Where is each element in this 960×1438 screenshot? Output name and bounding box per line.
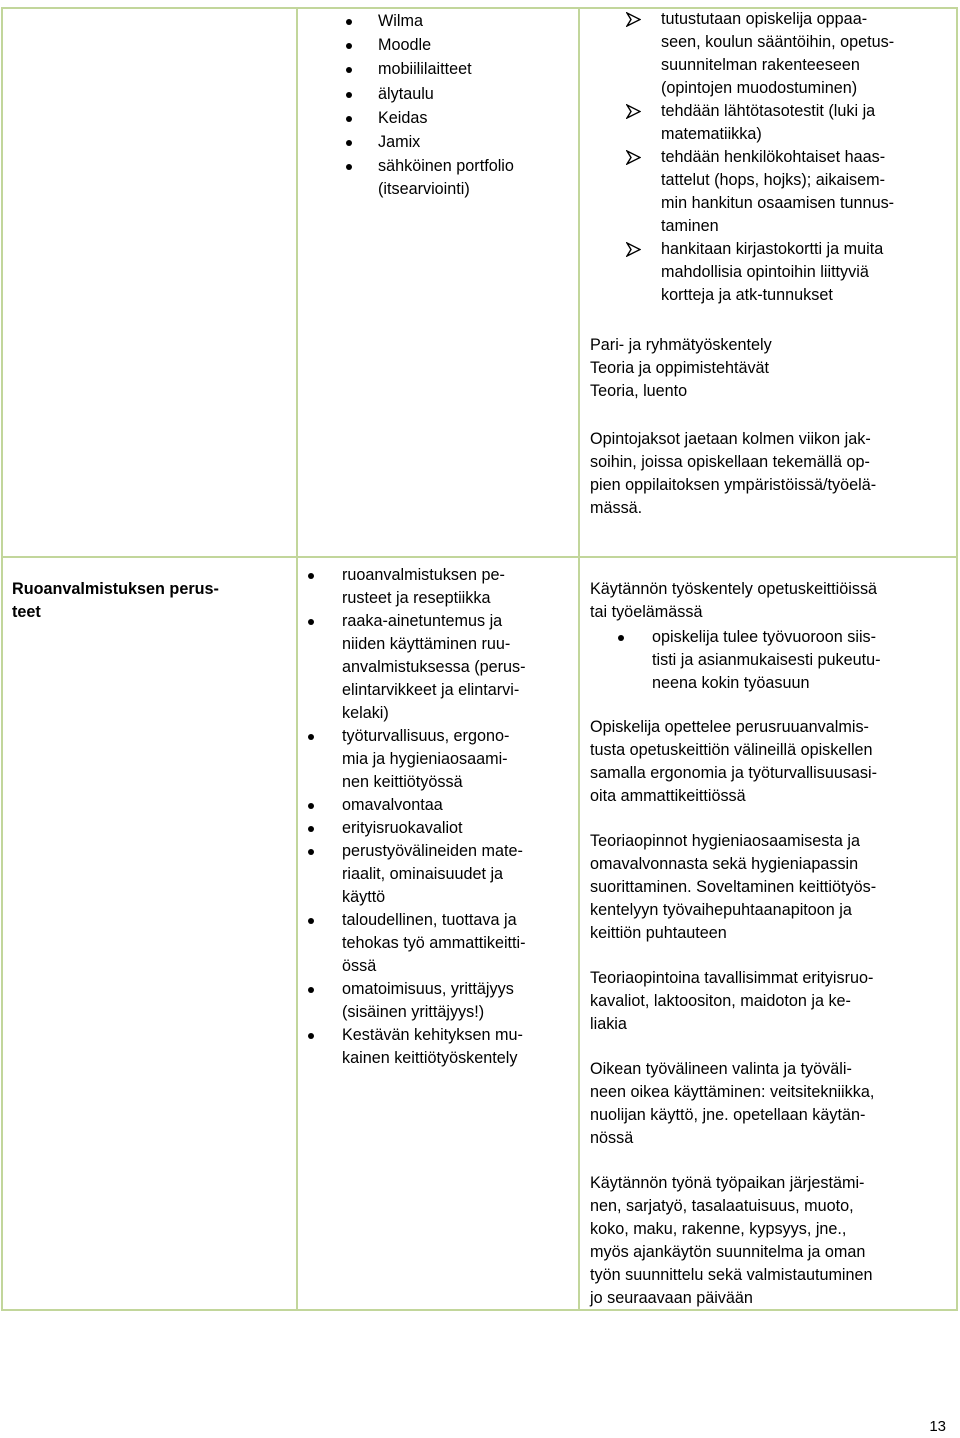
paragraph-line: Teoriaopintoina tavallisimmat erityisruo- bbox=[590, 969, 874, 987]
paragraph-line: samalla ergonomia ja työturvallisuusasi- bbox=[590, 764, 878, 782]
list-item-text: tutustutaan opiskelija oppaa- bbox=[661, 10, 868, 28]
list-item-text: työturvallisuus, ergono- bbox=[342, 727, 510, 745]
orientation-list bbox=[626, 8, 946, 307]
list-item-text: nen keittiötyössä bbox=[342, 773, 463, 791]
bullet-dot-icon bbox=[618, 635, 624, 641]
method-line: Teoria ja oppimistehtävät bbox=[590, 359, 770, 377]
paragraph-line: Oikean työvälineen valinta ja työväli- bbox=[590, 1060, 852, 1078]
list-item-text: ruoanvalmistuksen pe- bbox=[342, 566, 505, 584]
list-item bbox=[342, 610, 572, 725]
list-item-text: sähköinen portfolio bbox=[378, 157, 514, 176]
list-item-text: tehdään lähtötasotestit (luki ja bbox=[661, 102, 876, 120]
bullet-dot-icon bbox=[308, 619, 314, 625]
list-item-text: raaka-ainetuntemus ja bbox=[342, 612, 503, 630]
page-number: 13 bbox=[929, 1418, 946, 1435]
list-item-text: mia ja hygieniaosaami- bbox=[342, 750, 508, 768]
list-item bbox=[626, 100, 946, 146]
paragraph-line: nuolijan käyttö, jne. opetellaan käytän- bbox=[590, 1106, 866, 1124]
paragraph-line: kentelyyn työvaihepuhtaanapitoon ja bbox=[590, 901, 852, 919]
list-item bbox=[342, 725, 572, 794]
practice-paragraphs bbox=[590, 716, 950, 1332]
bullet-dot-icon bbox=[308, 849, 314, 855]
bullet-dot-icon bbox=[308, 1033, 314, 1039]
list-item-text: Keidas bbox=[378, 108, 428, 127]
paragraph-line: liakia bbox=[590, 1015, 627, 1033]
list-item-text: tisti ja asianmukaisesti pukeutu- bbox=[652, 651, 881, 669]
list-item-text: omavalvontaa bbox=[342, 796, 443, 814]
paragraph bbox=[590, 716, 950, 808]
table-border bbox=[296, 7, 298, 1311]
list-item-text: käyttö bbox=[342, 888, 386, 906]
content-list bbox=[342, 564, 572, 1070]
bullet-dot-icon bbox=[346, 43, 352, 49]
bullet-dot-icon bbox=[346, 116, 352, 122]
list-item bbox=[342, 840, 572, 909]
list-item bbox=[342, 909, 572, 978]
paragraph-line: Käytännön työnä työpaikan järjestämi- bbox=[590, 1174, 865, 1192]
list-item bbox=[626, 8, 946, 100]
paragraph-line: kavaliot, laktoositon, maidoton ja ke- bbox=[590, 992, 851, 1010]
list-item-text: kelaki) bbox=[342, 704, 389, 722]
list-item-text: perustyövälineiden mate- bbox=[342, 842, 523, 860]
list-item-text: kortteja ja atk-tunnukset bbox=[661, 286, 833, 304]
table-border bbox=[956, 7, 958, 1311]
paragraph-line: nen, sarjatyö, tasalaatuisuus, muoto, bbox=[590, 1197, 854, 1215]
list-item-text: taminen bbox=[661, 217, 719, 235]
paragraph-line: neen oikea käyttäminen: veitsitekniikka, bbox=[590, 1083, 875, 1101]
list-item-text: opiskelija tulee työvuoroon siis- bbox=[652, 628, 877, 646]
method-line: Pari- ja ryhmätyöskentely bbox=[590, 336, 772, 354]
bullet-dot-icon bbox=[346, 19, 352, 25]
paragraph-line: soihin, joissa opiskellaan tekemällä op- bbox=[590, 453, 870, 471]
list-item-text: Jamix bbox=[378, 132, 421, 151]
list-item-text: (itsearviointi) bbox=[378, 180, 470, 199]
paragraph-line: nössä bbox=[590, 1129, 634, 1147]
section-title bbox=[12, 578, 219, 624]
list-item bbox=[626, 238, 946, 307]
list-item bbox=[338, 107, 568, 130]
list-item-text: seen, koulun sääntöihin, opetus- bbox=[661, 33, 895, 51]
paragraph-line: suorittaminen. Soveltaminen keittiötyös- bbox=[590, 878, 877, 896]
list-item-text: kainen keittiötyöskentely bbox=[342, 1049, 518, 1067]
bullet-dot-icon bbox=[346, 92, 352, 98]
paragraph-line: tai työelämässä bbox=[590, 603, 703, 621]
list-item-text: rusteet ja reseptiikka bbox=[342, 589, 491, 607]
list-item bbox=[338, 83, 568, 106]
bullet-dot-icon bbox=[308, 918, 314, 924]
list-item-text: (sisäinen yrittäjyys!) bbox=[342, 1003, 485, 1021]
paragraph-line: myös ajankäytön suunnitelma ja oman bbox=[590, 1243, 866, 1261]
list-item-text: hankitaan kirjastokortti ja muita bbox=[661, 240, 884, 258]
list-item-text: omatoimisuus, yrittäjyys bbox=[342, 980, 514, 998]
paragraph-line: pien oppilaitoksen ympäristöissä/työelä- bbox=[590, 476, 877, 494]
paragraph-line: Käytännön työskentely opetuskeittiöissä bbox=[590, 580, 878, 598]
list-item bbox=[342, 564, 572, 610]
list-item bbox=[338, 155, 568, 201]
list-item-text: tattelut (hops, hojks); aikaisem- bbox=[661, 171, 886, 189]
list-item bbox=[626, 146, 946, 238]
list-item-text: tehokas työ ammattikeitti- bbox=[342, 934, 526, 952]
list-item bbox=[338, 34, 568, 57]
list-item-text: tehdään henkilökohtaiset haas- bbox=[661, 148, 886, 166]
list-item-text: niiden käyttäminen ruu- bbox=[342, 635, 511, 653]
list-item-text: mahdollisia opintoihin liittyviä bbox=[661, 263, 869, 281]
bullet-dot-icon bbox=[308, 826, 314, 832]
title-line: Ruoanvalmistuksen perus- bbox=[12, 580, 219, 598]
arrowhead-bullet-icon bbox=[626, 104, 641, 119]
table-border bbox=[1, 556, 958, 558]
working-methods bbox=[590, 334, 772, 403]
paragraph-line: Teoriaopinnot hygieniaosaamisesta ja bbox=[590, 832, 860, 850]
bullet-dot-icon bbox=[346, 164, 352, 170]
paragraph bbox=[590, 830, 950, 945]
paragraph-line: Opintojaksot jaetaan kolmen viikon jak- bbox=[590, 430, 871, 448]
title-line: teet bbox=[12, 603, 41, 621]
list-item bbox=[338, 58, 568, 81]
paragraph-line: oita ammattikeittiössä bbox=[590, 787, 746, 805]
arrowhead-bullet-icon bbox=[626, 242, 641, 257]
list-item-text: Kestävän kehityksen mu- bbox=[342, 1026, 523, 1044]
bullet-dot-icon bbox=[308, 573, 314, 579]
list-item-text: matematiikka) bbox=[661, 125, 762, 143]
tools-list bbox=[338, 10, 568, 202]
table-border bbox=[578, 7, 580, 1311]
list-item bbox=[338, 10, 568, 33]
practice-bullet bbox=[652, 626, 952, 695]
method-line: Teoria, luento bbox=[590, 382, 688, 400]
bullet-dot-icon bbox=[308, 734, 314, 740]
list-item-text: (opintojen muodostuminen) bbox=[661, 79, 858, 97]
paragraph-line: jo seuraavaan päivään bbox=[590, 1289, 753, 1307]
table-border bbox=[1, 7, 3, 1311]
paragraph-line: mässä. bbox=[590, 499, 643, 517]
list-item-text: Wilma bbox=[378, 12, 423, 30]
paragraph-line: Opiskelija opettelee perusruuanvalmis- bbox=[590, 718, 869, 736]
list-item-text: elintarvikkeet ja elintarvi- bbox=[342, 681, 520, 699]
list-item-text: min hankitun osaamisen tunnus- bbox=[661, 194, 895, 212]
list-item-text: mobiililaitteet bbox=[378, 60, 472, 79]
list-item bbox=[342, 978, 572, 1024]
paragraph bbox=[590, 1172, 950, 1310]
arrowhead-bullet-icon bbox=[626, 150, 641, 165]
paragraph-line: työn suunnittelu sekä valmistautuminen bbox=[590, 1266, 873, 1284]
paragraph bbox=[590, 967, 950, 1036]
list-item bbox=[342, 794, 572, 817]
list-item bbox=[342, 817, 572, 840]
list-item bbox=[338, 131, 568, 154]
list-item-text: taloudellinen, tuottava ja bbox=[342, 911, 517, 929]
paragraph-line: koko, maku, rakenne, kypsyys, jne., bbox=[590, 1220, 847, 1238]
list-item-text: suunnitelman rakenteeseen bbox=[661, 56, 860, 74]
list-item bbox=[342, 1024, 572, 1070]
paragraph-line: keittiön puhtauteen bbox=[590, 924, 727, 942]
bullet-dot-icon bbox=[346, 67, 352, 73]
list-item-text: Moodle bbox=[378, 36, 432, 55]
list-item-text: anvalmistuksessa (perus- bbox=[342, 658, 526, 676]
paragraph-line: omavalvonnasta sekä hygieniapassin bbox=[590, 855, 859, 873]
bullet-dot-icon bbox=[308, 987, 314, 993]
practice-intro bbox=[590, 578, 877, 624]
list-item-text: riaalit, ominaisuudet ja bbox=[342, 865, 504, 883]
paragraph-line: tusta opetuskeittiön välineillä opiskellen bbox=[590, 741, 873, 759]
period-description bbox=[590, 428, 876, 520]
bullet-dot-icon bbox=[308, 803, 314, 809]
list-item-text: össä bbox=[342, 957, 377, 975]
arrowhead-bullet-icon bbox=[626, 12, 641, 27]
list-item-text: erityisruokavaliot bbox=[342, 819, 463, 837]
list-item-text: älytaulu bbox=[378, 84, 434, 103]
bullet-dot-icon bbox=[346, 140, 352, 146]
list-item-text: neena kokin työasuun bbox=[652, 674, 810, 692]
list-item bbox=[652, 626, 952, 695]
paragraph bbox=[590, 1058, 950, 1150]
